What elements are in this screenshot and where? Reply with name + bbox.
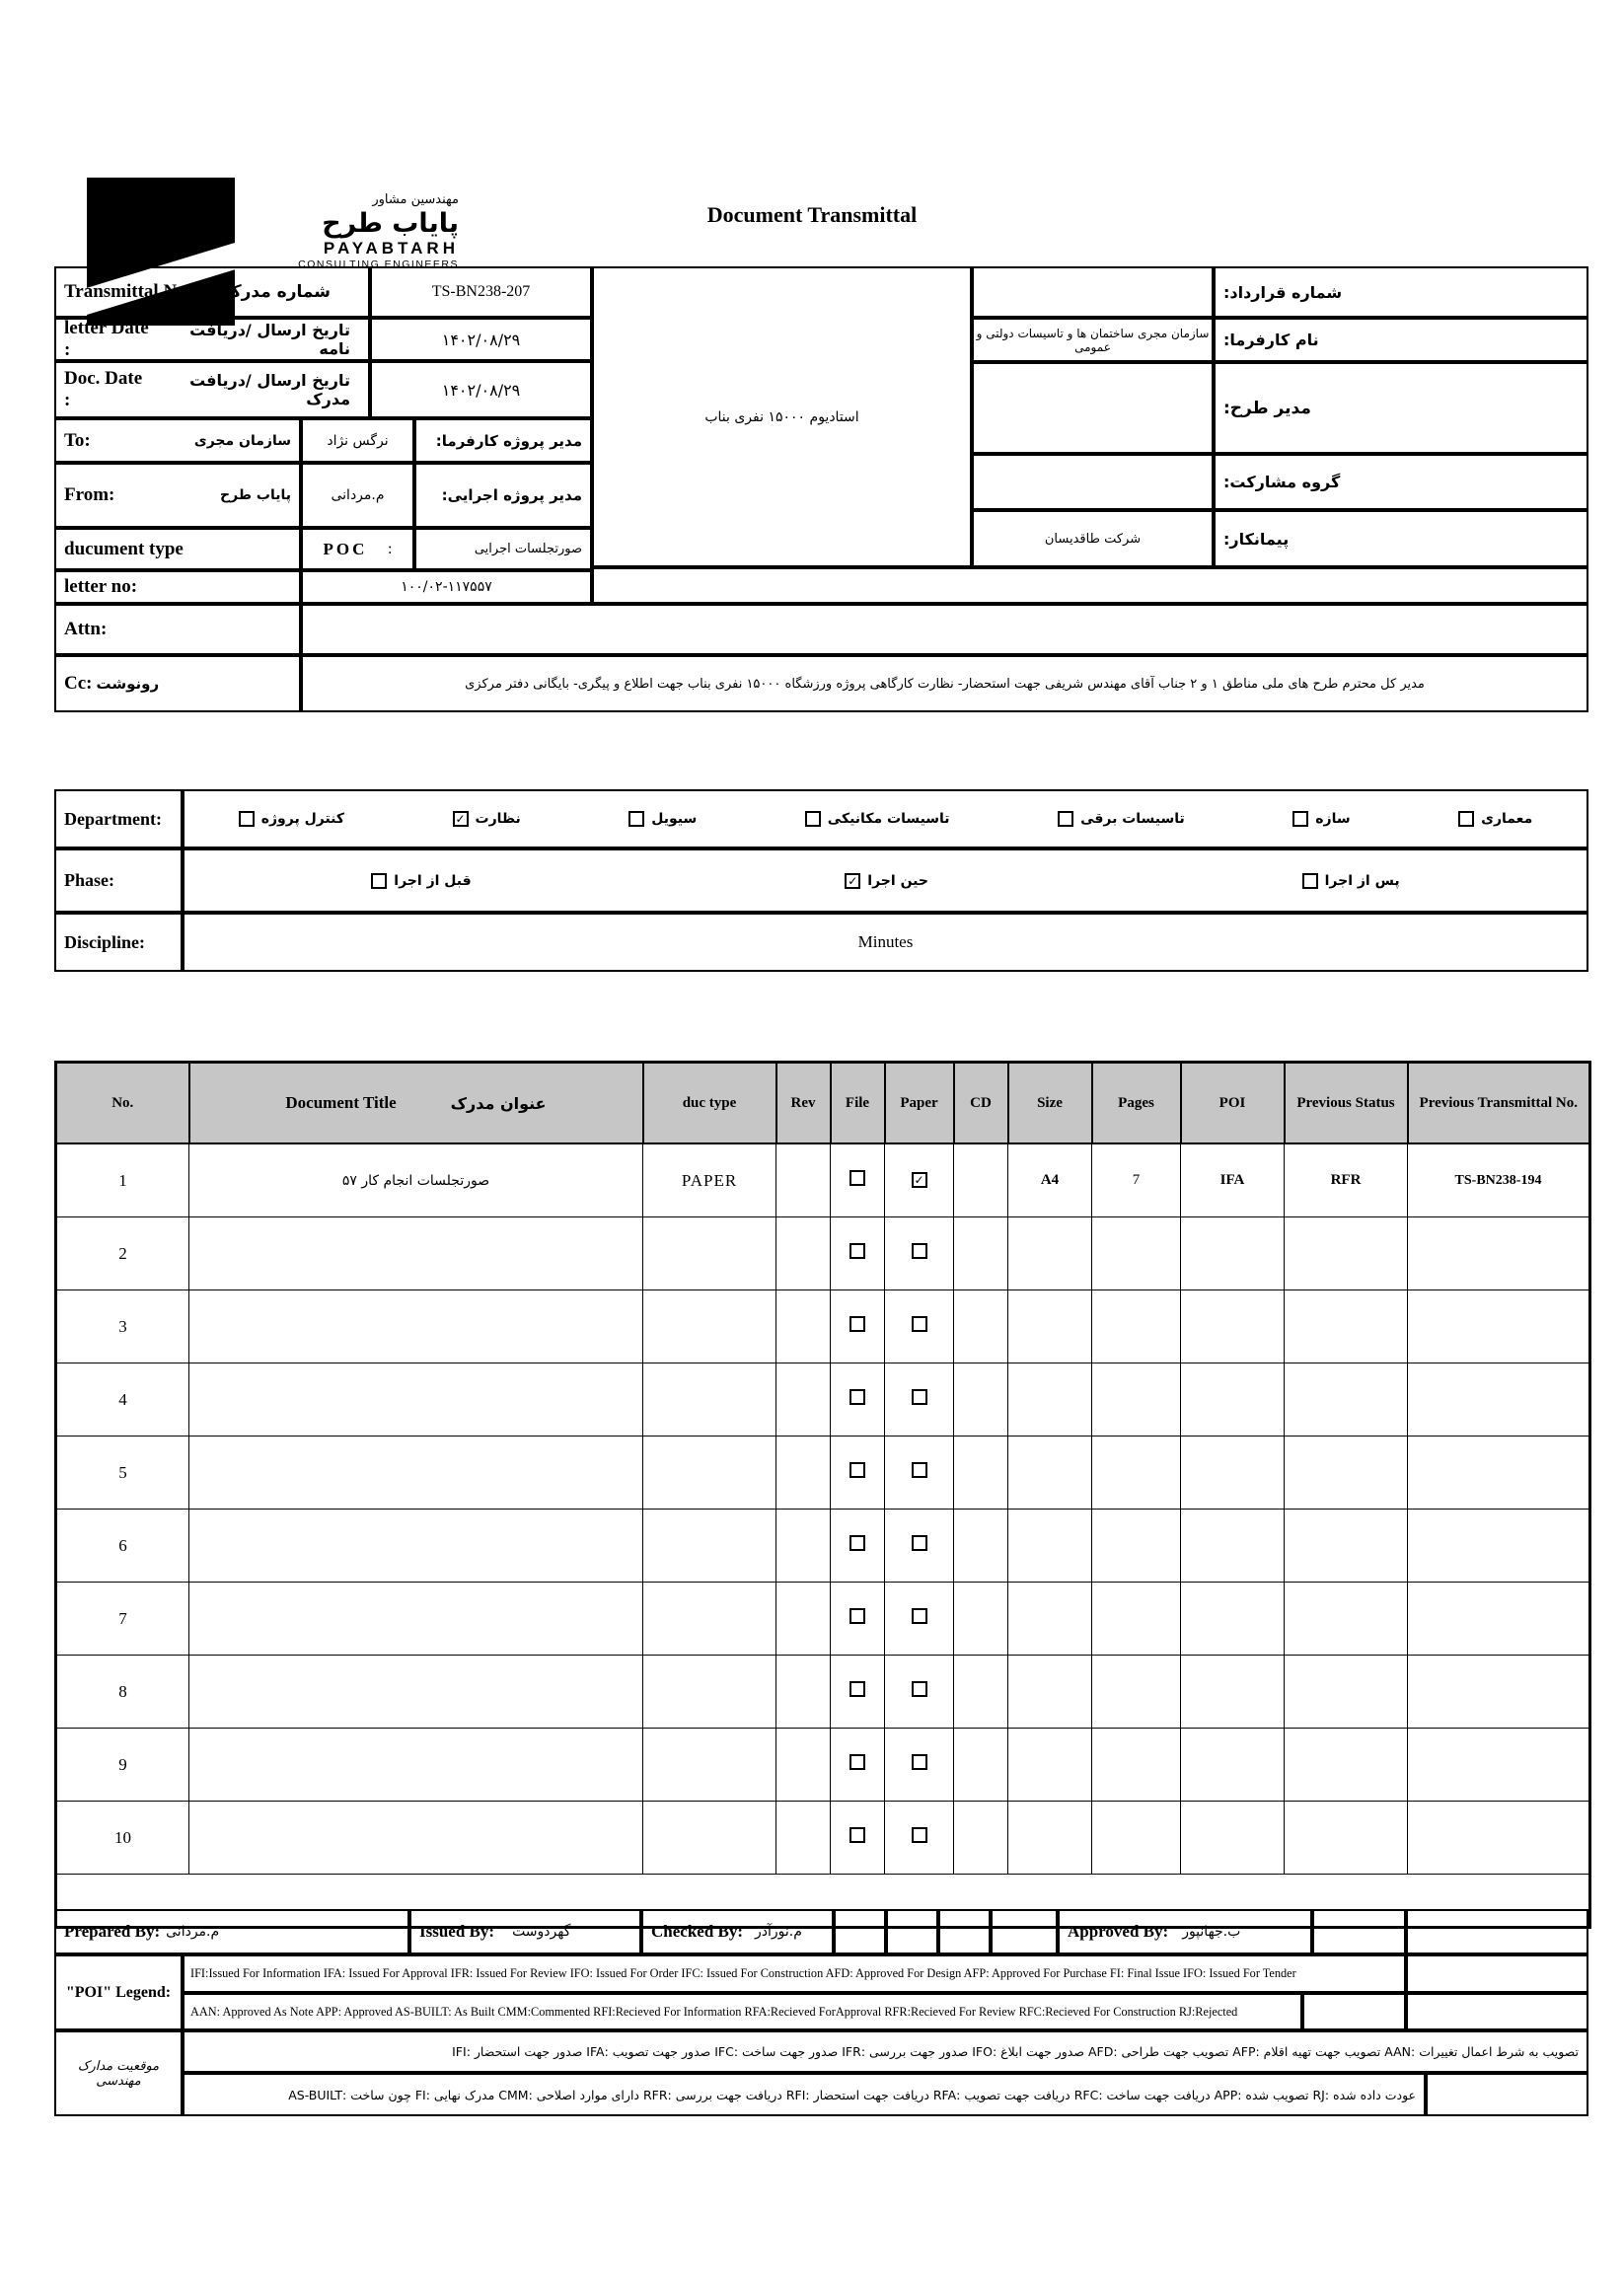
department-options [183,789,1588,848]
jv-group-value [972,454,1214,510]
department-option-label: تاسیسات مکانیکی [827,811,950,827]
unchecked-checkbox-icon [912,1316,927,1332]
doc-status-legend-line2: عودت داده شده :RJ تصویب شده :APP دریافت جهت ساخت :RFC دریافت جهت تصویب :RFA دریافت جهت استحضار :RFI دریافت جهت بررسی :RFR دارای موارد اصلاحی :CMM مدرک نهایی :FI چون ساخت :AS-BUILT [183,2073,1426,2116]
cell-file [831,1290,885,1363]
unchecked-checkbox-icon [849,1754,865,1770]
empty-strip-cell [592,567,1588,604]
cell-title [189,1437,643,1510]
legend-empty-cell [1406,1993,1588,2030]
table-row [56,1290,1590,1363]
cell-paper [885,1729,954,1802]
cell-cd [954,1802,1008,1875]
cell-file [831,1583,885,1656]
unchecked-checkbox-icon [849,1389,865,1405]
col-cd: CD [954,1063,1008,1144]
design-manager-label: مدیر طرح: [1214,362,1588,454]
cell-poi [1181,1583,1285,1656]
checked-checkbox-icon: ✓ [845,873,860,889]
cell-rev [776,1143,831,1217]
table-header-row [56,1063,1590,1144]
signature-empty-cell [938,1909,991,1954]
logo-en-name: PAYABTARH [323,238,459,258]
cell-rev [776,1217,831,1290]
unchecked-checkbox-icon [849,1170,865,1186]
cell-cd [954,1217,1008,1290]
page-title: Document Transmittal [706,202,918,227]
exec-pm-label: مدیر پروژه اجرایی: [414,463,592,528]
poi-legend-line1: IFI:Issued For Information IFA: Issued For Approval IFR: Issued For Review IFO: Issued For Order IFC: Issued For Construction AFD: Approved For Design AFP: Approved For Purchase FI: Final Issue IFO: Issued For Tender [183,1954,1406,1993]
cell-title [189,1729,643,1802]
cell-duc-type: PAPER [643,1143,776,1217]
cell-file [831,1217,885,1290]
unchecked-checkbox-icon [912,1389,927,1405]
cell-prev-status [1285,1802,1408,1875]
cell-poi [1181,1656,1285,1729]
cell-size: A4 [1008,1143,1092,1217]
department-option-label: تاسیسات برقی [1080,811,1185,827]
cell-file [831,1510,885,1583]
cell-file [831,1363,885,1437]
cc-label: Cc: رونوشت [54,655,301,712]
col-title: Document Title عنوان مدرک [189,1063,643,1144]
department-option [1058,811,1185,827]
client-pm-label: مدیر پروژه کارفرما: [414,418,592,463]
approved-by-cell: Approved By: ب.جهانپور [1058,1909,1312,1954]
unchecked-checkbox-icon [628,811,644,827]
cell-pages [1092,1583,1181,1656]
cell-no: 7 [56,1583,189,1656]
unchecked-checkbox-icon [912,1608,927,1624]
cell-rev [776,1729,831,1802]
cell-poi [1181,1290,1285,1363]
unchecked-checkbox-icon [912,1754,927,1770]
to-person: نرگس نژاد [301,418,414,463]
col-poi: POI [1181,1063,1285,1144]
cell-rev [776,1363,831,1437]
cell-duc-type [643,1510,776,1583]
phase-option-label: حین اجرا [867,872,928,889]
cell-paper [885,1143,954,1217]
cell-prev-transmittal: TS-BN238-194 [1408,1143,1590,1217]
cell-duc-type [643,1363,776,1437]
cell-size [1008,1802,1092,1875]
department-option [805,811,950,827]
department-label: Department: [54,789,183,848]
department-option-label: نظارت [475,811,521,827]
table-row [56,1143,1590,1217]
attn-value [301,604,1588,655]
col-paper: Paper [885,1063,954,1144]
cell-paper [885,1363,954,1437]
phase-label: Phase: [54,848,183,913]
cell-size [1008,1656,1092,1729]
cell-file [831,1437,885,1510]
cell-no: 10 [56,1802,189,1875]
doc-type-value: POC : [301,528,414,570]
poi-legend-line2-row [183,1993,1588,2030]
cell-cd [954,1656,1008,1729]
table-row [56,1656,1590,1729]
unchecked-checkbox-icon [849,1608,865,1624]
col-size: Size [1008,1063,1092,1144]
col-prev-status: Previous Status [1285,1063,1408,1144]
cell-prev-status: RFR [1285,1143,1408,1217]
cell-prev-status [1285,1729,1408,1802]
unchecked-checkbox-icon [912,1681,927,1697]
contractor-label: پیمانکار: [1214,510,1588,567]
doc-status-line2-row [183,2073,1588,2116]
doc-status-line1-row [183,2030,1588,2073]
cell-no: 1 [56,1143,189,1217]
doc-date-value: ۱۴۰۲/۰۸/۲۹ [370,361,592,418]
department-option [239,811,344,827]
cell-pages [1092,1217,1181,1290]
department-option-label: کنترل پروژه [260,811,345,827]
cell-cd [954,1143,1008,1217]
cell-cd [954,1510,1008,1583]
cc-value: مدیر کل محترم طرح های ملی مناطق ۱ و ۲ جناب آقای مهندس شریفی جهت استحضار- نظارت کارگاهی پروژه ورزشگاه ۱۵۰۰۰ نفری بناب جهت اطلاع و پیگری- بایگانی دفتر مرکزی [301,655,1588,712]
phase-option [845,873,928,889]
cell-rev [776,1802,831,1875]
jv-group-label: گروه مشارکت: [1214,454,1588,510]
unchecked-checkbox-icon [849,1681,865,1697]
cell-poi [1181,1802,1285,1875]
logo-fa-name: پایاب طرح [322,207,459,239]
cell-poi [1181,1510,1285,1583]
cell-pages [1092,1802,1181,1875]
cell-title [189,1290,643,1363]
cell-paper [885,1290,954,1363]
table-row [56,1437,1590,1510]
unchecked-checkbox-icon [849,1535,865,1551]
department-option-label: سیویل [651,811,698,827]
department-option-label: سازه [1315,811,1351,827]
signature-row [54,1909,1588,1954]
cell-pages [1092,1729,1181,1802]
letter-date-label: letter Date : تاریخ ارسال /دریافت نامه [54,318,370,361]
issued-by-cell: Issued By: گهردوست [409,1909,641,1954]
table-row [56,1510,1590,1583]
unchecked-checkbox-icon [805,811,821,827]
from-person: م.مردانی [301,463,414,528]
cell-poi: IFA [1181,1143,1285,1217]
doc-type-fa: صورتجلسات اجرایی [414,528,592,570]
unchecked-checkbox-icon [849,1462,865,1478]
cell-duc-type [643,1656,776,1729]
cell-prev-status [1285,1217,1408,1290]
info-table [54,266,1588,712]
cell-no: 4 [56,1363,189,1437]
cell-prev-transmittal [1408,1217,1590,1290]
department-option [453,811,521,827]
cell-poi [1181,1437,1285,1510]
classification-table [54,789,1588,972]
cell-prev-transmittal [1408,1729,1590,1802]
cell-rev [776,1290,831,1363]
cell-prev-transmittal [1408,1363,1590,1437]
cell-size [1008,1583,1092,1656]
department-option [1458,811,1532,827]
signature-empty-cell [834,1909,886,1954]
cell-cd [954,1729,1008,1802]
cell-prev-transmittal [1408,1290,1590,1363]
unchecked-checkbox-icon [912,1827,927,1843]
cell-size [1008,1217,1092,1290]
cell-prev-status [1285,1290,1408,1363]
unchecked-checkbox-icon [912,1535,927,1551]
cell-duc-type [643,1437,776,1510]
legend-empty-cell [1406,1954,1588,1993]
signature-empty-cell [991,1909,1058,1954]
cell-title [189,1583,643,1656]
cell-pages [1092,1656,1181,1729]
cell-duc-type [643,1290,776,1363]
transmittal-no-value: TS-BN238-207 [370,266,592,318]
letter-no-value: ۱۰۰/۰۲-۱۱۷۵۵۷ [301,570,592,604]
cell-title [189,1363,643,1437]
cell-duc-type [643,1729,776,1802]
doc-status-legend-label: موقعیت مدارک مهندسی [54,2030,183,2116]
cell-rev [776,1583,831,1656]
unchecked-checkbox-icon [1058,811,1073,827]
legend-empty-cell [1426,2073,1588,2116]
unchecked-checkbox-icon [1302,873,1318,889]
cell-pages: 7 [1092,1143,1181,1217]
unchecked-checkbox-icon [849,1827,865,1843]
col-no: No. [56,1063,189,1144]
contract-no-label: شماره قرارداد: [1214,266,1588,318]
prepared-by-cell: Prepared By: م.مردانی [54,1909,409,1954]
contract-no-value [972,266,1214,318]
cell-pages [1092,1510,1181,1583]
cell-title: صورتجلسات انجام کار ۵۷ [189,1143,643,1217]
cell-no: 8 [56,1656,189,1729]
checked-checkbox-icon: ✓ [912,1172,927,1188]
cell-title [189,1217,643,1290]
logo-en-subtitle: CONSULTING ENGINEERS [298,258,459,270]
project-name: استادیوم ۱۵۰۰۰ نفری بناب [592,266,972,567]
cell-pages [1092,1290,1181,1363]
table-row [56,1729,1590,1802]
from-row-label: From: پایاب طرح [54,463,301,528]
cell-title [189,1510,643,1583]
poi-legend-line2: AAN: Approved As Note APP: Approved AS-BUILT: As Built CMM:Commented RFI:Recieved For Information RFA:Recieved ForApproval RFR:Recieved For Review RFC:Recieved For Construction RJ:Rejected [183,1993,1302,2030]
cell-file [831,1143,885,1217]
doc-type-label: ducument type [54,528,301,570]
checked-checkbox-icon: ✓ [453,811,469,827]
cell-prev-transmittal [1408,1583,1590,1656]
cell-paper [885,1510,954,1583]
table-row [56,1363,1590,1437]
cell-prev-transmittal [1408,1656,1590,1729]
cell-size [1008,1437,1092,1510]
unchecked-checkbox-icon [849,1316,865,1332]
unchecked-checkbox-icon [239,811,255,827]
letter-date-value: ۱۴۰۲/۰۸/۲۹ [370,318,592,361]
cell-file [831,1656,885,1729]
doc-status-legend-line1: تصویب به شرط اعمال تغییرات :AAN تصویب جهت تهیه اقلام :AFP تصویب جهت طراحی :AFD صدور جهت ابلاغ :IFO صدور جهت بررسی :IFR صدور جهت ساخت :IFC صدور جهت تصویب :IFA صدور جهت استحضار :IFI [183,2030,1588,2073]
doc-date-label: Doc. Date : تاریخ ارسال /دریافت مدرک [54,361,370,418]
discipline-label: Discipline: [54,913,183,972]
cell-prev-status [1285,1656,1408,1729]
phase-option [1302,873,1400,889]
unchecked-checkbox-icon [371,873,387,889]
documents-table [54,1061,1591,1929]
discipline-value: Minutes [183,913,1588,972]
cell-size [1008,1290,1092,1363]
cell-paper [885,1217,954,1290]
cell-duc-type [643,1802,776,1875]
cell-prev-status [1285,1583,1408,1656]
cell-pages [1092,1363,1181,1437]
cell-duc-type [643,1583,776,1656]
cell-cd [954,1583,1008,1656]
cell-cd [954,1363,1008,1437]
cell-size [1008,1363,1092,1437]
cell-prev-transmittal [1408,1437,1590,1510]
client-value: سازمان مجری ساختمان ها و تاسیسات دولتی و عمومی [972,318,1214,362]
cell-paper [885,1656,954,1729]
cell-paper [885,1802,954,1875]
contractor-value: شرکت طاقدیسان [972,510,1214,567]
cell-cd [954,1290,1008,1363]
cell-paper [885,1583,954,1656]
phase-option-label: پس از اجرا [1324,872,1400,889]
phase-option [371,873,471,889]
legend-empty-cell [1302,1993,1406,2030]
cell-duc-type [643,1217,776,1290]
cell-prev-status [1285,1437,1408,1510]
unchecked-checkbox-icon [1292,811,1308,827]
cell-no: 9 [56,1729,189,1802]
cell-no: 3 [56,1290,189,1363]
department-option-label: معماری [1481,811,1533,827]
cell-title [189,1802,643,1875]
poi-legend-label: "POI" Legend: [54,1954,183,2030]
cell-file [831,1729,885,1802]
letter-no-label: letter no: [54,570,301,604]
poi-legend-line1-row [183,1954,1588,1993]
to-row-label: To: سازمان مجری [54,418,301,463]
table-row [56,1217,1590,1290]
cell-prev-status [1285,1363,1408,1437]
unchecked-checkbox-icon [1458,811,1474,827]
cell-prev-status [1285,1510,1408,1583]
cell-size [1008,1729,1092,1802]
col-rev: Rev [776,1063,831,1144]
attn-label: Attn: [54,604,301,655]
cell-prev-transmittal [1408,1802,1590,1875]
cell-no: 5 [56,1437,189,1510]
cell-title [189,1656,643,1729]
col-prev-transmittal: Previous Transmittal No. [1408,1063,1590,1144]
cell-rev [776,1437,831,1510]
cell-poi [1181,1363,1285,1437]
phase-option-label: قبل از اجرا [394,872,472,889]
signature-empty-cell [886,1909,938,1954]
transmittal-no-label: Transmittal No.: شماره مدرک [54,266,370,318]
department-option [628,811,697,827]
cell-no: 2 [56,1217,189,1290]
unchecked-checkbox-icon [849,1243,865,1259]
cell-pages [1092,1437,1181,1510]
cell-cd [954,1437,1008,1510]
phase-options [183,848,1588,913]
col-pages: Pages [1092,1063,1181,1144]
table-row [56,1802,1590,1875]
col-duc-type: duc type [643,1063,776,1144]
checked-by-cell: Checked By: م.نورآذر [641,1909,834,1954]
cell-no: 6 [56,1510,189,1583]
unchecked-checkbox-icon [912,1243,927,1259]
cell-paper [885,1437,954,1510]
unchecked-checkbox-icon [912,1462,927,1478]
cell-file [831,1802,885,1875]
cell-size [1008,1510,1092,1583]
cell-rev [776,1510,831,1583]
cell-poi [1181,1217,1285,1290]
col-file: File [831,1063,885,1144]
cell-prev-transmittal [1408,1510,1590,1583]
client-label: نام کارفرما: [1214,318,1588,362]
department-option [1292,811,1350,827]
cell-rev [776,1656,831,1729]
table-row [56,1583,1590,1656]
cell-poi [1181,1729,1285,1802]
signature-empty-cell [1406,1909,1588,1954]
signature-empty-cell [1312,1909,1406,1954]
logo-fa-tagline: مهندسین مشاور [372,192,459,207]
design-manager-value [972,362,1214,454]
